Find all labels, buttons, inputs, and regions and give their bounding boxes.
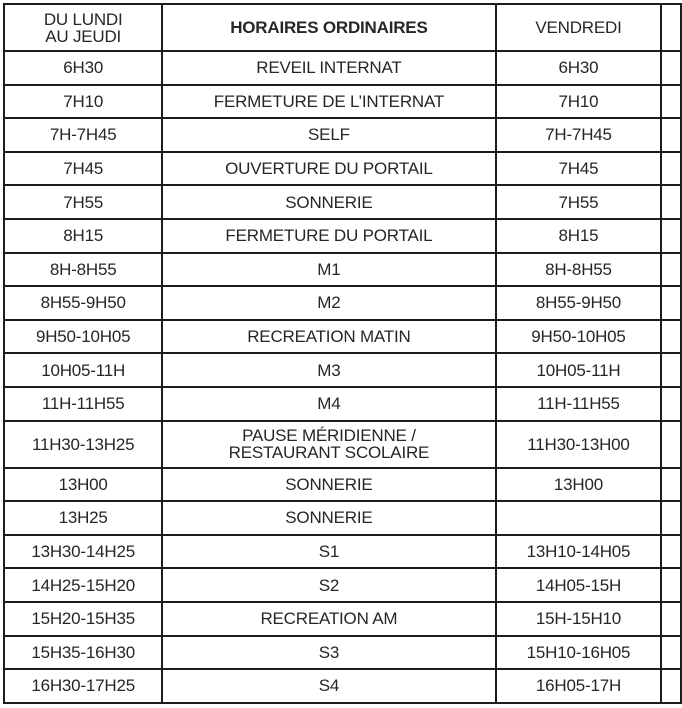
cell-activity: S4 <box>162 669 495 703</box>
cell-extra-column <box>661 219 681 253</box>
cell-extra-column <box>661 568 681 602</box>
header-mon-thu-line2: AU JEUDI <box>45 26 122 46</box>
cell-extra-column <box>661 501 681 535</box>
cell-friday-time <box>496 501 662 535</box>
cell-activity: M4 <box>162 387 495 421</box>
cell-activity: S3 <box>162 636 495 670</box>
cell-mon-thu-time: 8H-8H55 <box>4 253 162 287</box>
cell-extra-column <box>661 602 681 636</box>
cell-mon-thu-time: 15H20-15H35 <box>4 602 162 636</box>
table-row <box>4 185 681 219</box>
table-row <box>4 421 681 468</box>
table-row <box>4 468 681 502</box>
cell-extra-column <box>661 535 681 569</box>
cell-friday-time: 7H55 <box>496 185 662 219</box>
cell-mon-thu-time: 7H-7H45 <box>4 118 162 152</box>
cell-friday-time: 8H55-9H50 <box>496 286 662 320</box>
cell-friday-time: 7H45 <box>496 152 662 186</box>
cell-activity: RECREATION AM <box>162 602 495 636</box>
table-row <box>4 387 681 421</box>
cell-activity: S1 <box>162 535 495 569</box>
cell-extra-column <box>661 185 681 219</box>
table-row <box>4 320 681 354</box>
cell-mon-thu-time: 9H50-10H05 <box>4 320 162 354</box>
cell-mon-thu-time: 8H15 <box>4 219 162 253</box>
cell-friday-time: 15H-15H10 <box>496 602 662 636</box>
cell-extra-column <box>661 468 681 502</box>
cell-activity: SONNERIE <box>162 468 495 502</box>
cell-friday-time: 14H05-15H <box>496 568 662 602</box>
table-row <box>4 152 681 186</box>
cell-activity: M1 <box>162 253 495 287</box>
cell-mon-thu-time: 13H30-14H25 <box>4 535 162 569</box>
cell-mon-thu-time: 7H45 <box>4 152 162 186</box>
cell-extra-column <box>661 421 681 468</box>
cell-extra-column <box>661 85 681 119</box>
cell-extra-column <box>661 51 681 85</box>
table-row <box>4 568 681 602</box>
cell-activity-line1: PAUSE MÉRIDIENNE / <box>242 426 416 446</box>
table-row <box>4 253 681 287</box>
cell-mon-thu-time: 10H05-11H <box>4 353 162 387</box>
cell-mon-thu-time: 16H30-17H25 <box>4 669 162 703</box>
cell-mon-thu-time: 13H25 <box>4 501 162 535</box>
table-row <box>4 535 681 569</box>
cell-mon-thu-time: 7H10 <box>4 85 162 119</box>
cell-activity <box>162 421 495 468</box>
cell-activity: FERMETURE DE L’INTERNAT <box>162 85 495 119</box>
table-row <box>4 669 681 703</box>
table-row <box>4 286 681 320</box>
cell-activity: S2 <box>162 568 495 602</box>
cell-friday-time: 7H-7H45 <box>496 118 662 152</box>
header-mon-thu <box>4 4 162 51</box>
header-mon-thu-line1: DU LUNDI <box>43 9 123 29</box>
schedule-sheet <box>3 3 682 704</box>
cell-friday-time: 9H50-10H05 <box>496 320 662 354</box>
cell-extra-column <box>661 152 681 186</box>
cell-activity: M2 <box>162 286 495 320</box>
cell-activity: REVEIL INTERNAT <box>162 51 495 85</box>
table-row <box>4 118 681 152</box>
cell-activity: SONNERIE <box>162 501 495 535</box>
cell-extra-column <box>661 669 681 703</box>
cell-friday-time: 7H10 <box>496 85 662 119</box>
cell-activity: OUVERTURE DU PORTAIL <box>162 152 495 186</box>
table-row <box>4 501 681 535</box>
table-row <box>4 636 681 670</box>
header-friday: VENDREDI <box>496 4 662 51</box>
table-row <box>4 602 681 636</box>
schedule-table <box>3 3 682 704</box>
cell-friday-time: 11H30-13H00 <box>496 421 662 468</box>
cell-mon-thu-time: 15H35-16H30 <box>4 636 162 670</box>
table-row <box>4 85 681 119</box>
cell-extra-column <box>661 286 681 320</box>
cell-activity-line2: RESTAURANT SCOLAIRE <box>228 443 430 463</box>
cell-mon-thu-time: 7H55 <box>4 185 162 219</box>
table-row <box>4 51 681 85</box>
cell-mon-thu-time: 6H30 <box>4 51 162 85</box>
cell-extra-column <box>661 353 681 387</box>
cell-mon-thu-time: 13H00 <box>4 468 162 502</box>
cell-friday-time: 15H10-16H05 <box>496 636 662 670</box>
cell-extra-column <box>661 636 681 670</box>
table-row <box>4 219 681 253</box>
cell-activity: RECREATION MATIN <box>162 320 495 354</box>
cell-activity: FERMETURE DU PORTAIL <box>162 219 495 253</box>
cell-friday-time: 8H-8H55 <box>496 253 662 287</box>
table-row <box>4 353 681 387</box>
header-extra-column <box>661 4 681 51</box>
cell-friday-time: 6H30 <box>496 51 662 85</box>
cell-friday-time: 13H10-14H05 <box>496 535 662 569</box>
cell-friday-time: 11H-11H55 <box>496 387 662 421</box>
cell-mon-thu-time: 8H55-9H50 <box>4 286 162 320</box>
cell-activity: M3 <box>162 353 495 387</box>
cell-activity: SELF <box>162 118 495 152</box>
header-row <box>4 4 681 51</box>
cell-friday-time: 16H05-17H <box>496 669 662 703</box>
cell-friday-time: 8H15 <box>496 219 662 253</box>
cell-extra-column <box>661 118 681 152</box>
cell-extra-column <box>661 253 681 287</box>
cell-extra-column <box>661 387 681 421</box>
cell-friday-time: 10H05-11H <box>496 353 662 387</box>
cell-mon-thu-time: 11H30-13H25 <box>4 421 162 468</box>
cell-mon-thu-time: 11H-11H55 <box>4 387 162 421</box>
cell-mon-thu-time: 14H25-15H20 <box>4 568 162 602</box>
header-activity: HORAIRES ORDINAIRES <box>162 4 495 51</box>
cell-activity: SONNERIE <box>162 185 495 219</box>
cell-extra-column <box>661 320 681 354</box>
cell-friday-time: 13H00 <box>496 468 662 502</box>
